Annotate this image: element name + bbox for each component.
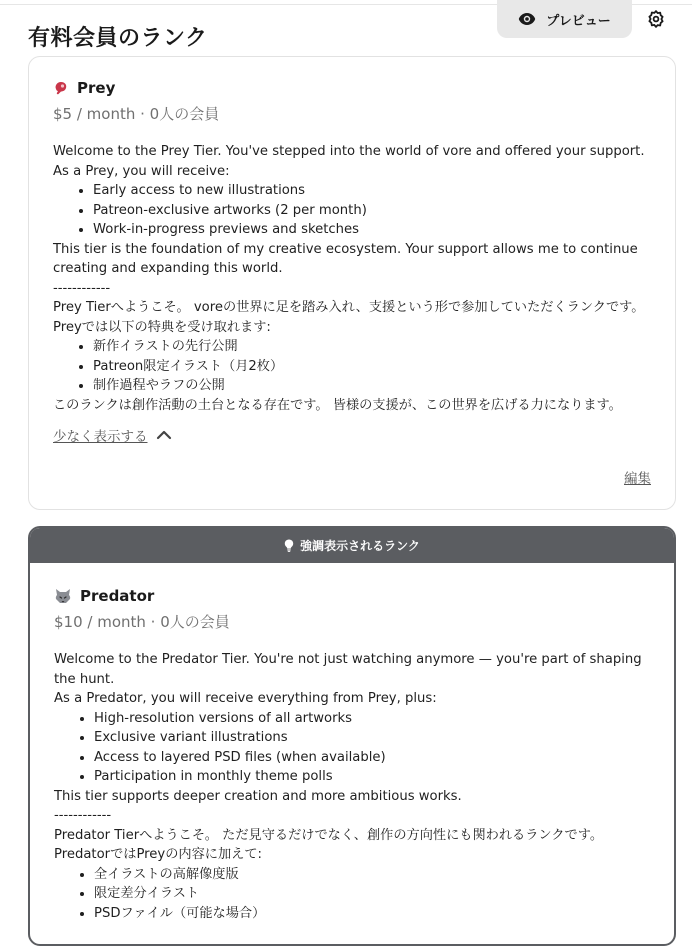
benefit-item: • Access to layered PSD files (when available)	[94, 748, 650, 768]
tier-intro: Welcome to the Prey Tier. You've stepped into the world of vore and offered your support.	[53, 144, 645, 159]
benefit-item: • 全イラストの高解像度版	[94, 865, 650, 885]
benefit-item: • Early access to new illustrations	[93, 181, 651, 201]
tier-price: $5 / month · 0人の会員	[53, 105, 220, 123]
benefit-item: • 制作過程やラフの公開	[93, 376, 651, 396]
benefit-list	[54, 709, 650, 787]
tier-card-predator	[28, 526, 676, 946]
tier-receive-label: As a Predator, you will receive everything from Prey, plus:	[54, 691, 437, 706]
benefit-item: • Exclusive variant illustrations	[94, 728, 650, 748]
tier-receive-label: As a Prey, you will receive:	[53, 163, 230, 179]
tier-price: $10 / month · 0人の会員	[54, 613, 230, 631]
benefit-item: • PSDファイル（可能な場合）	[94, 904, 650, 924]
chevron-up-icon	[156, 430, 172, 440]
benefit-item: • Work-in-progress previews and sketches	[93, 220, 651, 240]
tier-jp-closing: このランクは創作活動の土台となる存在です。 皆様の支援が、この世界を広げる力になります。	[53, 397, 622, 413]
tier-closing: This tier supports deeper creation and more ambitious works.	[54, 788, 462, 804]
featured-label: 強調表示されるランク	[300, 539, 420, 553]
tier-description	[54, 650, 650, 923]
benefit-item: • 限定差分イラスト	[94, 884, 650, 904]
meat-icon	[53, 80, 69, 96]
benefit-item: • Participation in monthly theme polls	[94, 767, 650, 787]
tier-description	[53, 142, 651, 415]
tier-name-row	[54, 587, 650, 605]
tier-name: Predator	[80, 587, 155, 605]
tier-card-prey	[28, 56, 676, 510]
tier-jp-intro: Predator Tierへようこそ。 ただ見守るだけでなく、創作の方向性にも関われるランクです。	[54, 827, 604, 843]
tier-jp-intro: Prey Tierへようこそ。 voreの世界に足を踏み入れ、支援という形で参加していただくランクです。	[53, 300, 645, 315]
tier-name: Prey	[77, 79, 116, 97]
settings-button[interactable]	[645, 8, 667, 30]
jp-benefit-list	[54, 865, 650, 924]
eye-icon	[518, 12, 536, 26]
page-title: 有料会員のランク	[28, 25, 208, 51]
edit-link[interactable]: 編集	[624, 471, 651, 487]
featured-tier-banner	[30, 528, 674, 563]
benefit-item: • Patreon-exclusive artworks (2 per month)	[93, 201, 651, 221]
tier-divider: ------------	[53, 280, 111, 296]
lightbulb-icon	[284, 539, 294, 552]
tier-name-row	[53, 79, 651, 97]
gear-icon	[647, 10, 665, 28]
benefit-item: • Patreon限定イラスト（月2枚）	[93, 357, 651, 377]
benefit-item: • High-resolution versions of all artworks	[94, 709, 650, 729]
preview-button[interactable]	[497, 0, 632, 38]
benefit-list	[53, 181, 651, 240]
wolf-icon	[54, 588, 72, 604]
benefit-item: • 新作イラストの先行公開	[93, 337, 651, 357]
tier-closing: This tier is the foundation of my creative ecosystem. Your support allows me to continue creating and expanding this world.	[53, 241, 638, 276]
jp-benefit-list	[53, 337, 651, 396]
show-less-link[interactable]	[53, 425, 172, 445]
preview-button-label: プレビュー	[546, 13, 611, 29]
show-less-label: 少なく表示する	[53, 429, 148, 445]
tier-intro: Welcome to the Predator Tier. You're not just watching anymore — you're part of shaping the hunt.	[54, 652, 642, 687]
tier-jp-receive-label: PredatorではPreyの内容に加えて:	[54, 847, 262, 862]
tier-divider: ------------	[54, 808, 112, 823]
tier-jp-receive-label: Preyでは以下の特典を受け取れます:	[53, 319, 271, 335]
